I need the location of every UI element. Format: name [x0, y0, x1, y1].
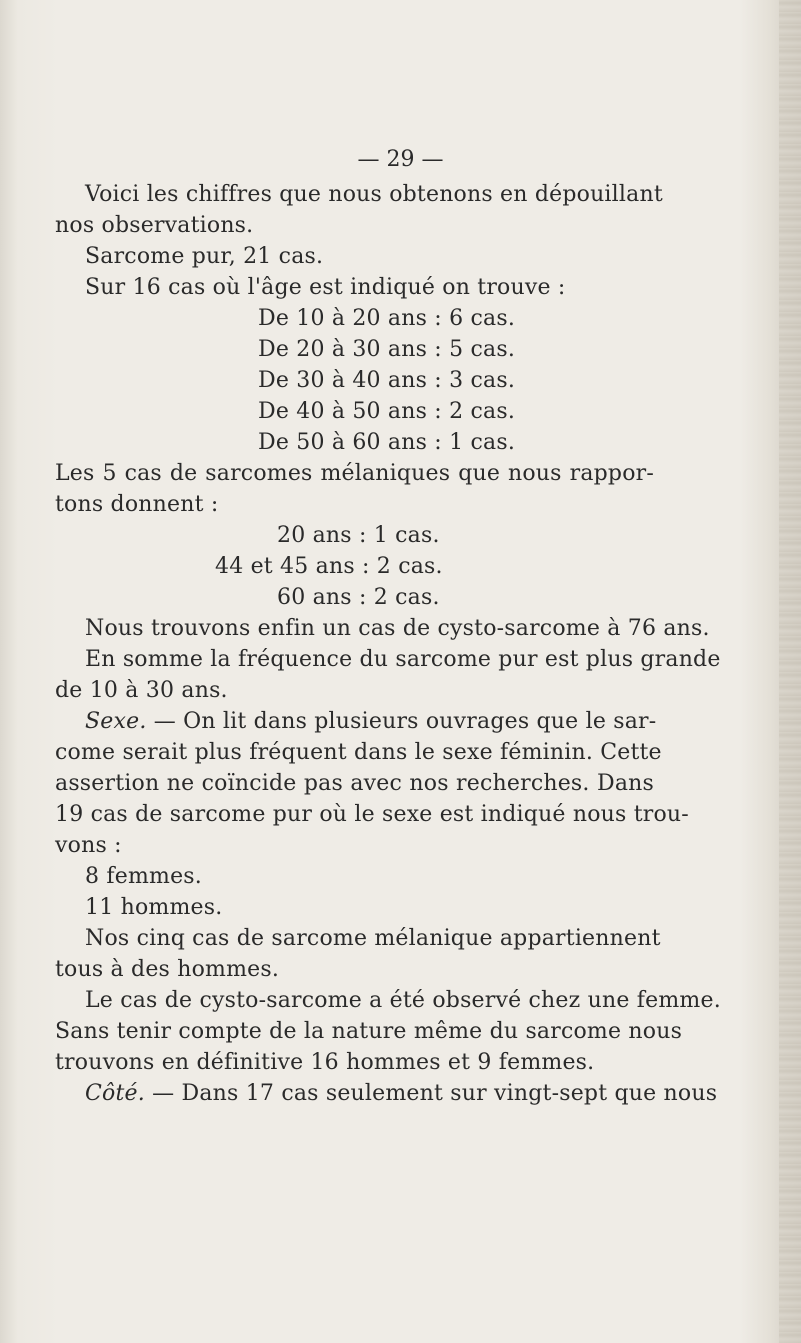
text-line: Le cas de cysto-sarcome a été observé chez une femme. — [85, 988, 721, 1013]
text-line: En somme la fréquence du sarcome pur est plus grande — [85, 647, 721, 672]
age-range-line: De 40 à 50 ans : 2 cas. — [258, 399, 516, 424]
text-line: come serait plus fréquent dans le sexe féminin. Cette — [55, 740, 662, 765]
text-line: Nos cinq cas de sarcome mélanique appartiennent — [85, 926, 661, 951]
text-line: Voici les chiffres que nous obtenons en dépouillant — [85, 182, 663, 207]
sex-count-line: 11 hommes. — [85, 895, 223, 920]
text-line: tons donnent : — [55, 492, 219, 517]
text-line: trouvons en définitive 16 hommes et 9 femmes. — [55, 1050, 595, 1075]
melanic-age-line: 44 et 45 ans : 2 cas. — [215, 554, 443, 579]
text-span: — Dans 17 cas seulement sur vingt-sept que nous — [144, 1081, 718, 1106]
section-heading-cote: Côté. — [85, 1081, 145, 1106]
text-line: Nous trouvons enfin un cas de cysto-sarcome à 76 ans. — [85, 616, 710, 641]
text-line — [85, 1079, 718, 1109]
melanic-age-line: 60 ans : 2 cas. — [277, 585, 440, 610]
melanic-age-line: 20 ans : 1 cas. — [277, 523, 440, 548]
sex-count-line: 8 femmes. — [85, 864, 202, 889]
text-line: de 10 à 30 ans. — [55, 678, 228, 703]
age-range-line: De 20 à 30 ans : 5 cas. — [258, 337, 516, 362]
text-line: Les 5 cas de sarcomes mélaniques que nous rappor- — [55, 461, 654, 486]
age-range-line: De 30 à 40 ans : 3 cas. — [258, 368, 516, 393]
age-range-line: De 10 à 20 ans : 6 cas. — [258, 306, 516, 331]
text-line: tous à des hommes. — [55, 957, 280, 982]
age-range-line: De 50 à 60 ans : 1 cas. — [258, 430, 516, 455]
text-line: Sarcome pur, 21 cas. — [85, 244, 324, 269]
page-number: — 29 — — [357, 147, 444, 172]
text-line — [85, 707, 657, 737]
text-span: — On lit dans plusieurs ouvrages que le sar- — [146, 709, 657, 734]
page-edge-shadow — [779, 0, 801, 1343]
text-line: assertion ne coïncide pas avec nos recherches. Dans — [55, 771, 654, 796]
text-line: Sur 16 cas où l'âge est indiqué on trouve : — [85, 275, 566, 300]
section-heading-sexe: Sexe. — [85, 709, 147, 734]
text-line: nos observations. — [55, 213, 254, 238]
text-line: 19 cas de sarcome pur où le sexe est indiqué nous trou- — [55, 802, 689, 827]
text-line: vons : — [55, 833, 122, 858]
text-line: Sans tenir compte de la nature même du sarcome nous — [55, 1019, 683, 1044]
